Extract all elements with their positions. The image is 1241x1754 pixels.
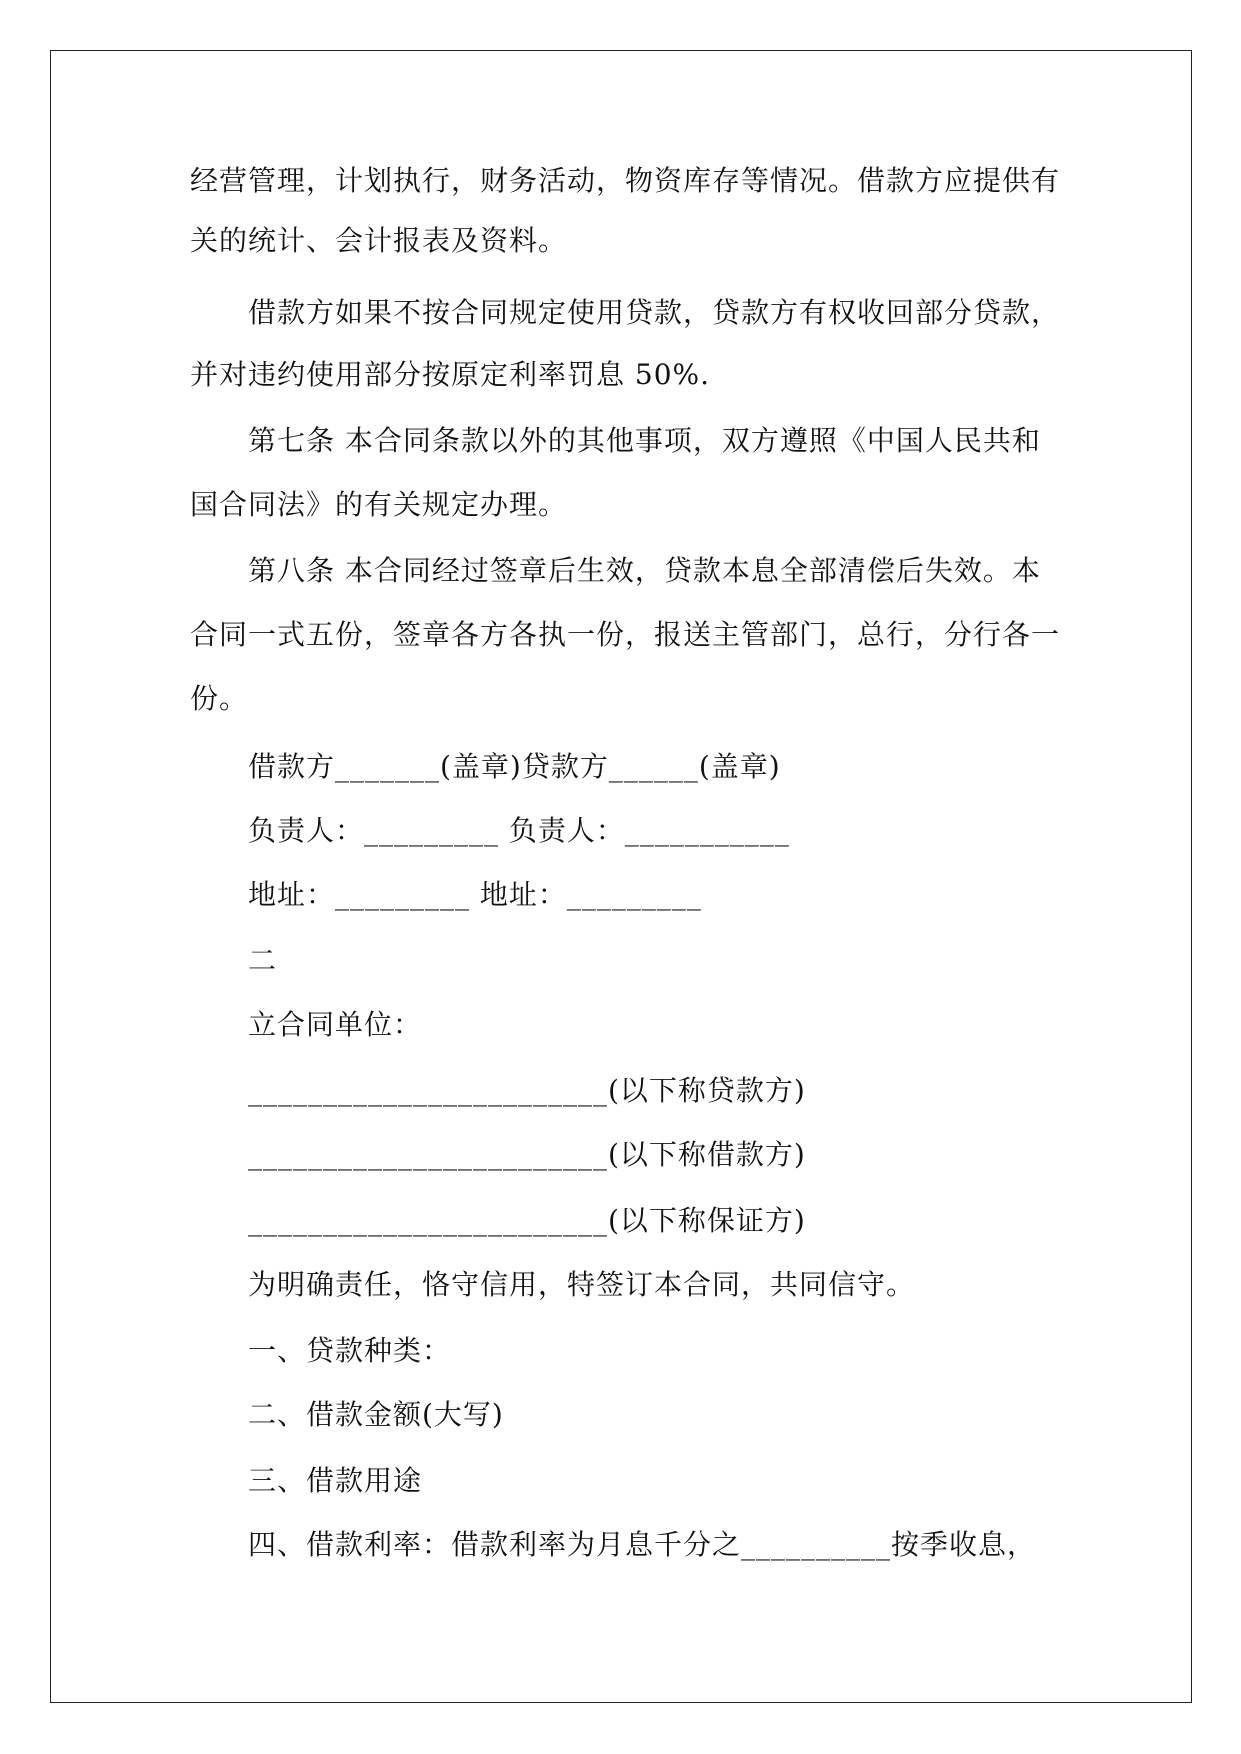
paragraph-line: 借款方如果不按合同规定使用贷款，贷款方有权收回部分贷款， xyxy=(248,296,1061,329)
paragraph-line: 份。 xyxy=(190,682,249,715)
clause-loan-amount: 二、借款金额(大写) xyxy=(248,1398,504,1431)
clause-loan-type: 一、贷款种类： xyxy=(248,1334,452,1367)
article-seven-line: 第七条 本合同条款以外的其他事项，双方遵照《中国人民共和 xyxy=(248,424,1041,457)
party-lender-line: ________________________(以下称贷款方) xyxy=(248,1074,806,1107)
party-borrower-line: ________________________(以下称借款方) xyxy=(248,1138,806,1171)
paragraph-line: 为明确责任，恪守信用，特签订本合同，共同信守。 xyxy=(248,1268,916,1301)
signature-line-parties: 借款方_______(盖章)贷款方______(盖章) xyxy=(248,750,781,783)
paragraph-line: 经营管理，计划执行，财务活动，物资库存等情况。借款方应提供有 xyxy=(190,164,1061,197)
section-heading: 二 xyxy=(248,944,278,977)
party-guarantor-line: ________________________(以下称保证方) xyxy=(248,1204,806,1237)
paragraph-line: 并对违约使用部分按原定利率罚息 50%. xyxy=(190,358,711,391)
paragraph-line: 关的统计、会计报表及资料。 xyxy=(190,224,568,257)
signature-line-address: 地址：_________ 地址：_________ xyxy=(248,878,702,911)
clause-loan-purpose: 三、借款用途 xyxy=(248,1464,423,1497)
paragraph-line: 国合同法》的有关规定办理。 xyxy=(190,488,568,521)
clause-interest-rate: 四、借款利率：借款利率为月息千分之__________按季收息， xyxy=(248,1528,1037,1561)
contract-parties-label: 立合同单位： xyxy=(248,1008,423,1041)
paragraph-line: 合同一式五份，签章各方各执一份，报送主管部门，总行，分行各一 xyxy=(190,618,1061,651)
article-eight-line: 第八条 本合同经过签章后生效，贷款本息全部清偿后失效。本 xyxy=(248,554,1041,587)
signature-line-responsible: 负责人：_________ 负责人：___________ xyxy=(248,814,790,847)
